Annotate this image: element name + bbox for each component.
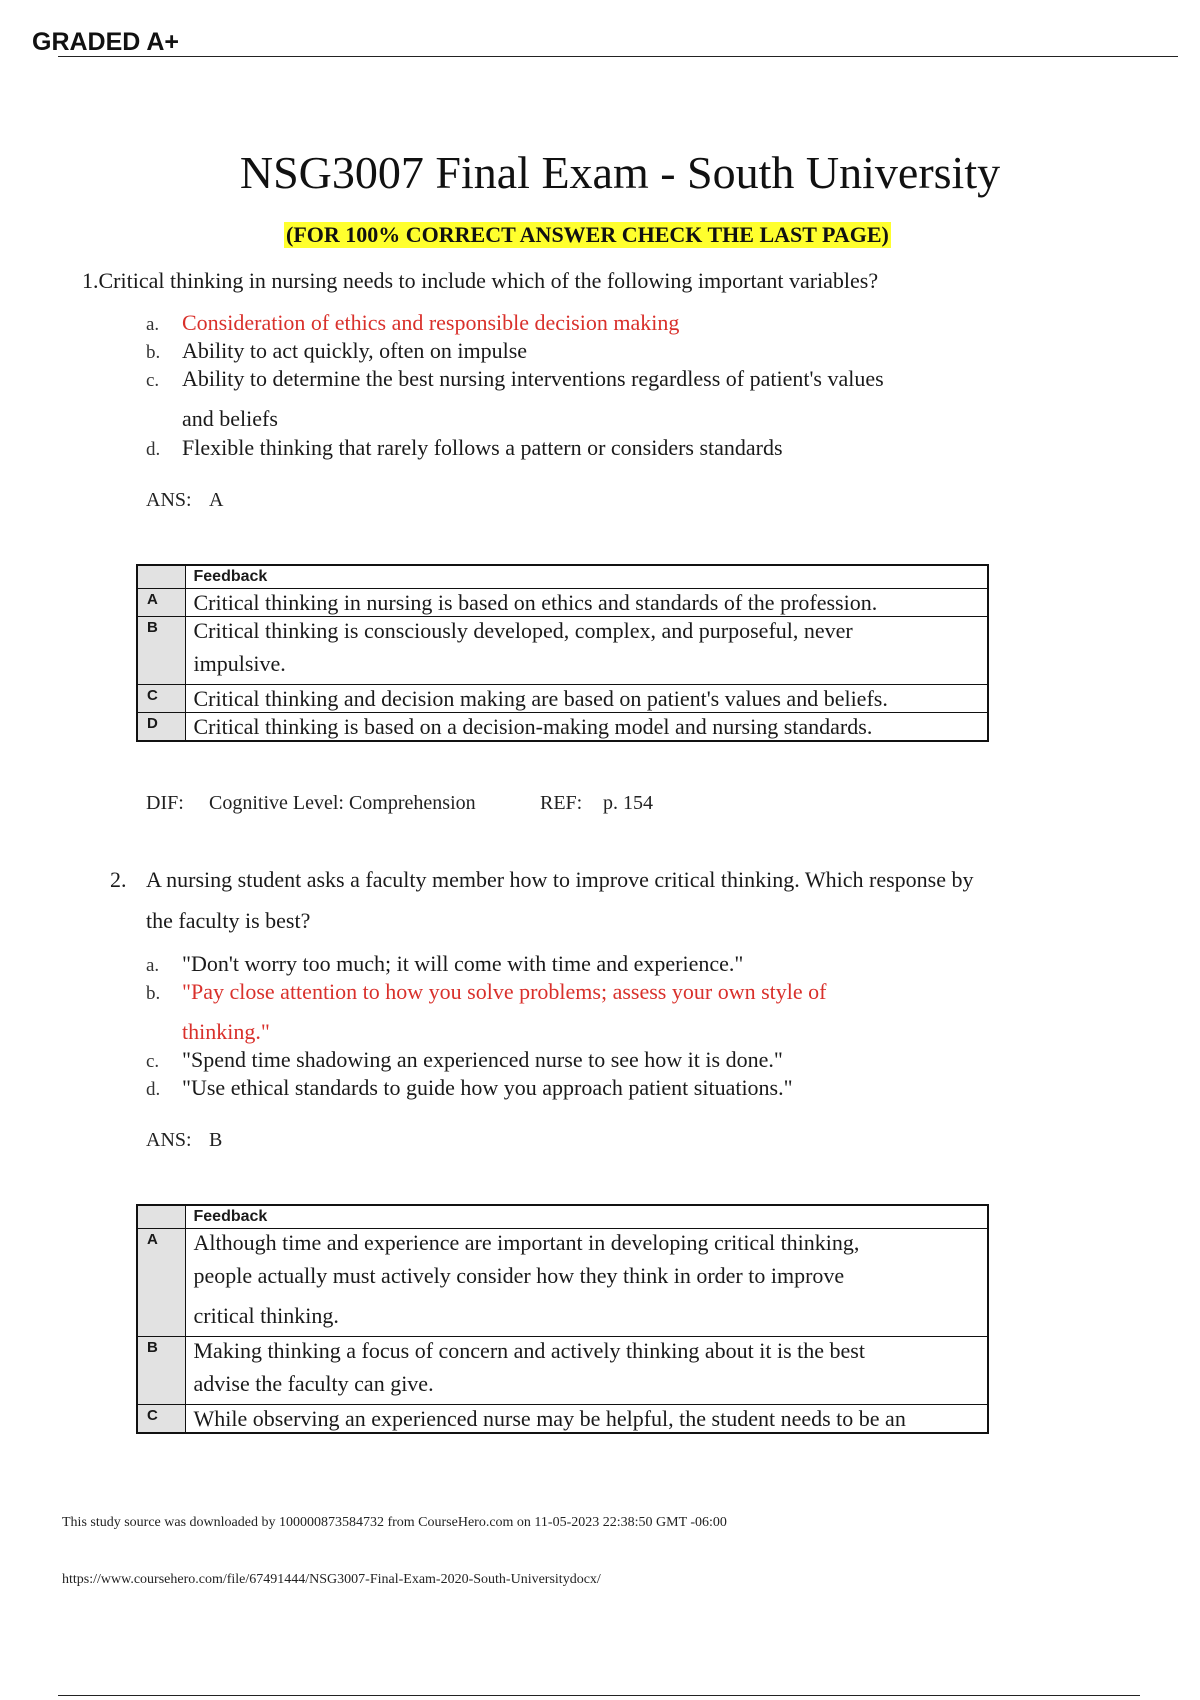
q1-option-c: Ability to determine the best nursing interventions regardless of patient's values <box>182 366 884 391</box>
feedback-key: B <box>137 617 185 685</box>
table-row <box>137 685 988 713</box>
q1-ans-value: A <box>209 489 224 511</box>
feedback-line: people actually must actively consider how they think in order to improve <box>193 1263 845 1288</box>
feedback-line: Critical thinking is consciously developed, complex, and purposeful, never <box>193 618 853 643</box>
q1-option-a-letter: a. <box>146 314 160 335</box>
q2-ans-value: B <box>209 1129 223 1151</box>
answer-banner: (FOR 100% CORRECT ANSWER CHECK THE LAST PAGE) <box>286 222 889 247</box>
q2-prompt-line1: A nursing student asks a faculty member how to improve critical thinking. Which response by <box>146 867 974 892</box>
feedback-line: Critical thinking in nursing is based on ethics and standards of the profession. <box>193 590 878 615</box>
feedback-key: D <box>137 713 185 742</box>
table-row <box>137 1405 988 1434</box>
q1-option-a: Consideration of ethics and responsible decision making <box>182 310 680 335</box>
feedback-text <box>185 685 988 713</box>
feedback-key: B <box>137 1337 185 1405</box>
q1-dif-value: Cognitive Level: Comprehension <box>209 792 476 814</box>
feedback-text <box>185 713 988 742</box>
q1-option-b-letter: b. <box>146 342 161 363</box>
feedback-text <box>185 617 988 685</box>
q1-option-c-letter: c. <box>146 370 160 391</box>
header-rule <box>58 56 1178 57</box>
feedback-line: advise the faculty can give. <box>193 1371 434 1396</box>
table-row <box>137 1229 988 1337</box>
source-url[interactable]: https://www.coursehero.com/file/67491444/NSG3007-Final-Exam-2020-South-Universitydocx/ <box>62 1572 601 1587</box>
q1-ref-label: REF: <box>540 792 583 814</box>
q1-prompt: 1.Critical thinking in nursing needs to include which of the following important variables? <box>82 268 879 293</box>
feedback-key: A <box>137 1229 185 1337</box>
feedback-text <box>185 1337 988 1405</box>
feedback-key: A <box>137 589 185 617</box>
feedback-line: Critical thinking is based on a decision-making model and nursing standards. <box>193 714 873 739</box>
q1-option-b: Ability to act quickly, often on impulse <box>182 338 528 363</box>
q2-feedback-table <box>136 1204 989 1434</box>
q2-number: 2. <box>110 867 127 892</box>
q2-option-c-letter: c. <box>146 1051 160 1072</box>
feedback-line: Making thinking a focus of concern and actively thinking about it is the best <box>193 1338 865 1363</box>
feedback-text <box>185 1229 988 1337</box>
table-row <box>137 713 988 742</box>
q1-ans-label: ANS: <box>146 489 192 511</box>
graded-label: GRADED A+ <box>32 28 180 56</box>
feedback-line: impulsive. <box>193 651 286 676</box>
q2-feedback-header: Feedback <box>185 1205 988 1229</box>
feedback-line: While observing an experienced nurse may be helpful, the student needs to be an <box>193 1406 906 1431</box>
q2-prompt-line2: the faculty is best? <box>146 908 311 933</box>
page-title: NSG3007 Final Exam - South University <box>239 147 1001 198</box>
q2-option-a: "Don't worry too much; it will come with time and experience." <box>182 951 744 976</box>
feedback-text <box>185 1405 988 1434</box>
q1-feedback-table <box>136 564 989 742</box>
download-notice: This study source was downloaded by 100000873584732 from CourseHero.com on 11-05-2023 22:38:50 GMT -06:00 <box>62 1515 727 1530</box>
q1-option-d-letter: d. <box>146 439 161 460</box>
feedback-line: critical thinking. <box>193 1303 339 1328</box>
q2-ans-label: ANS: <box>146 1129 192 1151</box>
table-row <box>137 589 988 617</box>
feedback-key: C <box>137 685 185 713</box>
q2-option-b-cont: thinking." <box>182 1019 270 1044</box>
q2-option-b-letter: b. <box>146 983 161 1004</box>
q1-option-d: Flexible thinking that rarely follows a pattern or considers standards <box>182 435 783 460</box>
q2-option-b: "Pay close attention to how you solve problems; assess your own style of <box>182 979 827 1004</box>
q2-option-d-letter: d. <box>146 1079 161 1100</box>
q2-option-c: "Spend time shadowing an experienced nurse to see how it is done." <box>182 1047 783 1072</box>
q2-feedback-corner <box>137 1205 185 1229</box>
q1-feedback-header: Feedback <box>185 565 988 589</box>
table-row <box>137 1337 988 1405</box>
feedback-text <box>185 589 988 617</box>
q1-ref-value: p. 154 <box>603 792 653 814</box>
q1-feedback-corner <box>137 565 185 589</box>
feedback-line: Although time and experience are important in developing critical thinking, <box>193 1230 860 1255</box>
footer-rule <box>58 1695 1140 1696</box>
q1-option-c-cont: and beliefs <box>182 406 278 431</box>
q2-option-d: "Use ethical standards to guide how you approach patient situations." <box>182 1075 793 1100</box>
q2-option-a-letter: a. <box>146 955 160 976</box>
feedback-line: Critical thinking and decision making are based on patient's values and beliefs. <box>193 686 888 711</box>
feedback-key: C <box>137 1405 185 1434</box>
q1-dif-label: DIF: <box>146 792 184 814</box>
table-row <box>137 617 988 685</box>
